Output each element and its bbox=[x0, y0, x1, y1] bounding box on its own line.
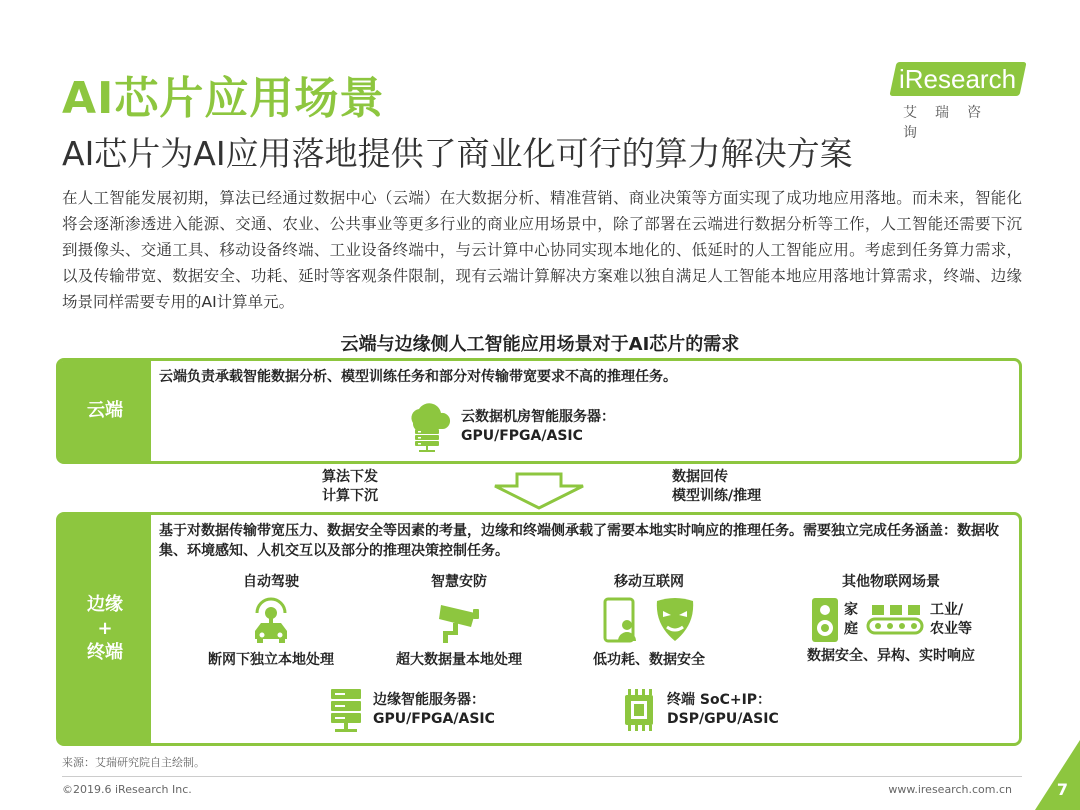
scenario-foot: 数据安全、异构、实时响应 bbox=[807, 648, 975, 664]
edge-inner bbox=[151, 515, 1019, 743]
cloud-server-line2: GPU/FPGA/ASIC bbox=[461, 428, 583, 444]
page-title: AI芯片应用场景 bbox=[62, 73, 385, 124]
intro-paragraph: 在人工智能发展初期，算法已经通过数据中心（云端）在大数据分析、精准营销、商业决策等方面实现了成功地应用落地。而未来，智能化将会逐渐渗透进入能源、交通、农业、公共事业等更多行业的商业应用场景中，除了部署在云端进行数据分析等工作，人工智能还需要下沉到摄像头、交通工具、移动设备终端、工业设备终端中，与云计算中心协同实现本地化的、低延时的人工智能应用。考虑到任务算力需求，以及传输带宽、数据安全、功耗、延时等客观条件限制，现有云端计算解决方案难以独自满足人工智能本地应用落地计算需求，终端、边缘场景同样需要专用的AI计算单元。 bbox=[62, 189, 1022, 311]
logo-cn: 艾瑞咨询 bbox=[903, 105, 999, 141]
iot-home-1: 家 bbox=[844, 602, 858, 618]
down-arrow-icon bbox=[489, 472, 589, 510]
scenario-head: 移动互联网 bbox=[614, 574, 684, 590]
iot-home-2: 庭 bbox=[844, 621, 858, 637]
cloud-label: 云端 bbox=[59, 361, 151, 461]
soc-chip bbox=[619, 687, 779, 733]
diagram-title: 云端与边缘侧人工智能应用场景对于AI芯片的需求 bbox=[340, 334, 740, 355]
edge-box bbox=[56, 512, 1022, 746]
edge-label-1: 边缘 bbox=[87, 594, 123, 615]
iresearch-logo bbox=[893, 62, 1028, 141]
page-number: 7 bbox=[1056, 780, 1068, 799]
transfer-right-2: 模型训练/推理 bbox=[672, 488, 762, 504]
cloud-desc: 云端负责承载智能数据分析、模型训练任务和部分对传输带宽要求不高的推理任务。 bbox=[159, 369, 677, 385]
security-camera-icon bbox=[435, 595, 483, 645]
conveyor-icon bbox=[866, 603, 924, 637]
copyright: ©2019.6 iResearch Inc. bbox=[62, 783, 192, 796]
iot-ind-1: 工业/ bbox=[930, 602, 964, 618]
car-signal-icon bbox=[247, 595, 295, 645]
scenario-head: 自动驾驶 bbox=[243, 574, 299, 590]
transfer-left bbox=[322, 468, 378, 506]
iot-ind-2: 农业等 bbox=[930, 621, 972, 637]
server-rack-icon bbox=[327, 687, 365, 733]
face-mask-icon bbox=[653, 595, 697, 645]
edge-label-2: + bbox=[97, 618, 113, 639]
transfer-left-2: 计算下沉 bbox=[322, 488, 378, 504]
transfer-right-1: 数据回传 bbox=[672, 469, 728, 485]
website-link[interactable]: www.iresearch.com.cn bbox=[888, 783, 1012, 796]
edge-label-3: 终端 bbox=[87, 642, 123, 663]
page-corner-shape bbox=[1035, 740, 1080, 810]
soc-line2: DSP/GPU/ASIC bbox=[667, 711, 779, 727]
edge-server-line2: GPU/FPGA/ASIC bbox=[373, 711, 495, 727]
page-subtitle: AI芯片为AI应用落地提供了商业化可行的算力解决方案 bbox=[62, 134, 853, 173]
cloud-server bbox=[401, 401, 615, 453]
edge-desc: 基于对数据传输带宽压力、数据安全等因素的考量，边缘和终端侧承载了需要本地实时响应的推理任务。需要独立完成任务涵盖：数据收集、环境感知、人机交互以及部分的推理决策控制任务。 bbox=[159, 523, 999, 559]
scenario-smart-security bbox=[379, 571, 539, 669]
source-note: 来源：艾瑞研究院自主绘制。 bbox=[62, 756, 205, 769]
scenario-foot: 断网下独立本地处理 bbox=[208, 652, 334, 668]
cloud-box bbox=[56, 358, 1022, 464]
mobile-user-icon bbox=[601, 595, 641, 645]
scenario-head: 其他物联网场景 bbox=[842, 574, 940, 590]
transfer-left-1: 算法下发 bbox=[322, 469, 378, 485]
scenario-other-iot bbox=[771, 571, 1011, 665]
edge-server bbox=[327, 687, 495, 733]
edge-label bbox=[59, 515, 151, 743]
scenario-mobile-internet bbox=[569, 571, 729, 669]
cloud-server-icon bbox=[401, 401, 453, 453]
footer-divider bbox=[62, 776, 1022, 777]
logo-word: iResearch bbox=[899, 64, 1017, 94]
scenario-foot: 超大数据量本地处理 bbox=[396, 652, 522, 668]
cloud-server-line1: 云数据机房智能服务器： bbox=[461, 409, 615, 425]
scenario-head: 智慧安防 bbox=[431, 574, 487, 590]
speaker-icon bbox=[810, 596, 840, 644]
edge-server-line1: 边缘智能服务器： bbox=[373, 692, 485, 708]
scenario-autonomous-driving bbox=[191, 571, 351, 669]
transfer-right bbox=[672, 468, 761, 506]
chip-icon bbox=[619, 687, 659, 733]
cloud-inner bbox=[151, 361, 1019, 461]
soc-line1: 终端 SoC+IP： bbox=[667, 692, 772, 708]
scenario-foot: 低功耗、数据安全 bbox=[593, 652, 705, 668]
